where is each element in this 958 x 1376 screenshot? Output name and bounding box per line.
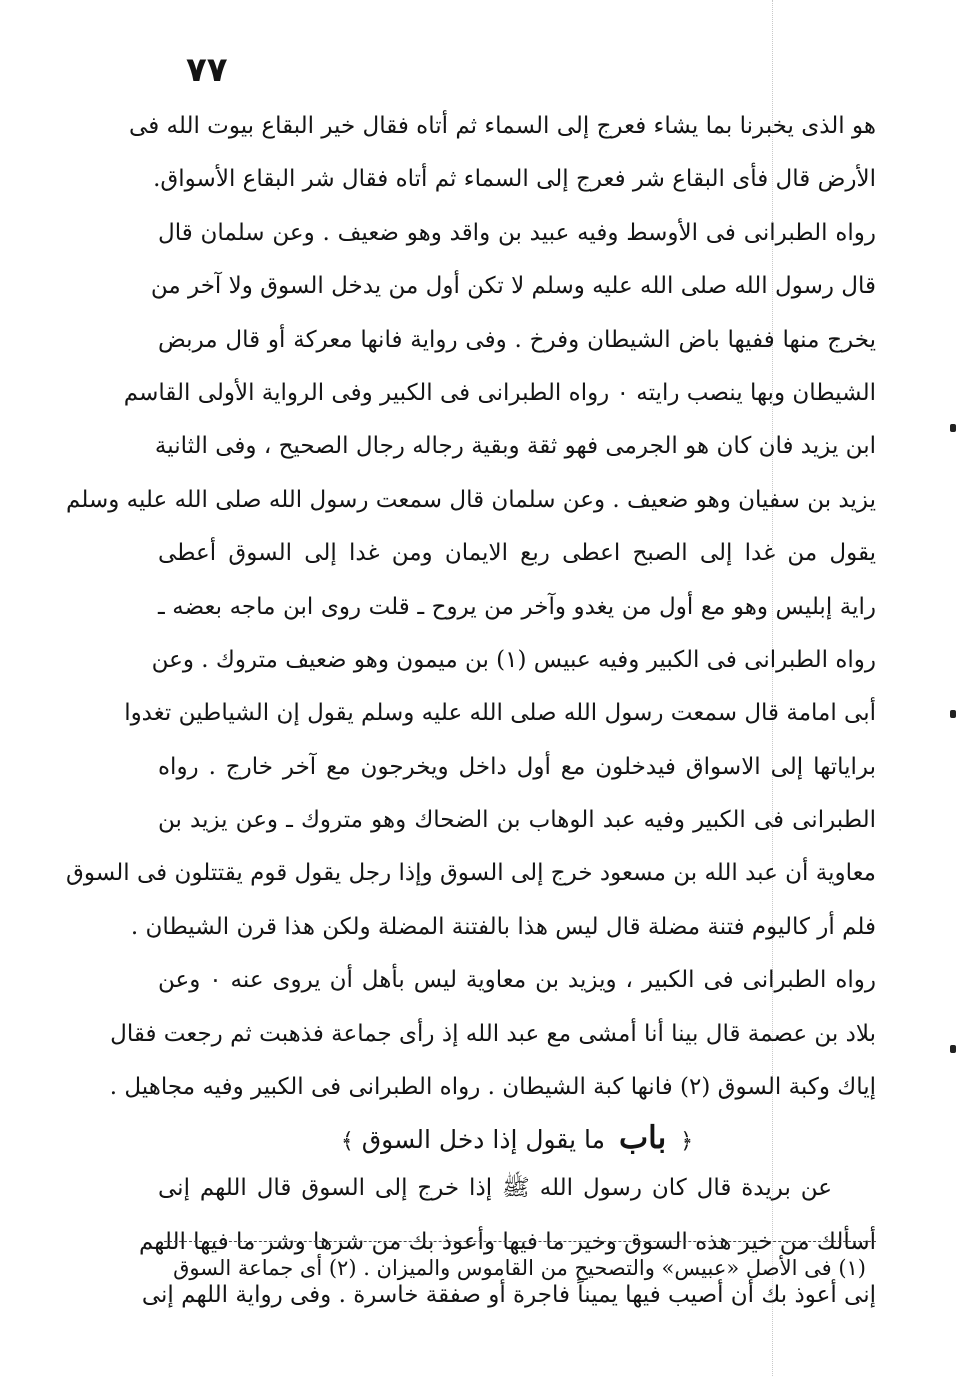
text-line: قال رسول الله صلى الله عليه وسلم لا تكن أول من يدخل السوق ولا آخر من: [150, 273, 876, 300]
margin-mark: [950, 710, 956, 718]
text-line: يخرج منها ففيها باض الشيطان وفرخ . وفى رواية فانها معركة أو قال مربض: [158, 326, 876, 353]
text-line: رواه الطبرانى فى الأوسط وفيه عبيد بن واقد وهو ضعيف . وعن سلمان قال: [158, 219, 876, 246]
heading-title: ما يقول إذا دخل السوق: [361, 1125, 605, 1155]
footnote: (١) فى الأصل «عبيس» والتصحيح من القاموس والميزان . (٢) أى جماعة السوق: [173, 1256, 866, 1280]
text-line: معاوية أن عبد الله بن مسعود خرج إلى السوق وإذا رجل يقول قوم يقتتلون فى السوق: [66, 860, 876, 887]
page-number: ٧٧: [186, 50, 228, 90]
text-line: إياك وكبة السوق (٢) فانها كبة الشيطان . رواه الطبرانى فى الكبير وفيه مجاهيل .: [109, 1074, 876, 1101]
heading-open-bracket: ﴿: [680, 1129, 694, 1155]
text-line: بلاد بن عصمة قال بينا أنا أمشى مع عبد الله إذ رأى جماعة فذهبت ثم رجعت فقال: [110, 1020, 876, 1047]
footnote-divider: [164, 1241, 876, 1242]
text-line: يقول من غدا إلى الصبح اعطى ربع الايمان ومن غدا إلى السوق أعطى: [158, 540, 876, 567]
text-line: إنى أعوذ بك أن أصيب فيها يميناً فاجرة أو صفقة خاسرة . وفى رواية اللهم إنى: [141, 1282, 876, 1309]
margin-mark: [950, 1045, 956, 1053]
text-line: فلم أر كاليوم فتنة مضلة قال ليس هذا بالفتنة المضلة ولكن هذا قرن الشيطان .: [130, 913, 876, 940]
text-line: يزيد بن سفيان وهو ضعيف . وعن سلمان قال سمعت رسول الله صلى الله عليه وسلم: [66, 486, 876, 513]
text-line: رواه الطبرانى فى الكبير ، ويزيد بن معاوية ليس بأهل أن يروى عنه ٠ وعن: [158, 967, 876, 994]
text-line: رواه الطبرانى فى الكبير وفيه عبيس (١) بن ميمون وهو ضعيف متروك . وعن: [151, 646, 876, 673]
text-line: الشيطان وبها ينصب رايته ٠ رواه الطبرانى فى الكبير وفى الرواية الأولى القاسم: [123, 379, 876, 406]
heading-close-bracket: ﴾: [340, 1129, 354, 1155]
text-line: الأرض قال فأى البقاع شر فعرج إلى السماء ثم أتاه فقال شر البقاع الأسواق.: [153, 166, 876, 193]
text-line: ابن يزيد فان كان هو الجرمى فهو ثقة وبقية رجاله رجال الصحيح ، وفى الثانية: [154, 433, 876, 460]
text-line: عن بريدة قال كان رسول الله ﷺ إذا خرج إلى السوق قال اللهم إنى: [158, 1175, 832, 1202]
margin-mark: [950, 424, 956, 432]
text-line: براياتها إلى الاسواق فيدخلون مع أول داخل ويخرجون مع آخر خارج . رواه: [158, 753, 876, 780]
body-text: [66, 100, 876, 1323]
text-line: هو الذى يخبرنا بما يشاء فعرج إلى السماء ثم أتاه فقال خير البقاع بيوت الله فى: [129, 113, 876, 139]
text-line: الطبرانى فى الكبير وفيه عبد الوهاب بن الضحاك وهو متروك ـ وعن يزيد بن: [158, 807, 876, 834]
text-line: أبى امامة قال سمعت رسول الله صلى الله عليه وسلم يقول إن الشياطين تغدوا: [124, 700, 876, 727]
heading-bab: باب: [618, 1120, 667, 1157]
text-line: راية إبليس وهو مع أول من يغدو وآخر من يروح ـ قلت روى ابن ماجه بعضه ـ: [158, 593, 876, 620]
chapter-heading: [158, 1114, 876, 1162]
text-line: أسألك من خير هذه السوق وخير ما فيها وأعوذ بك من شرها وشر ما فيها اللهم: [138, 1228, 876, 1255]
